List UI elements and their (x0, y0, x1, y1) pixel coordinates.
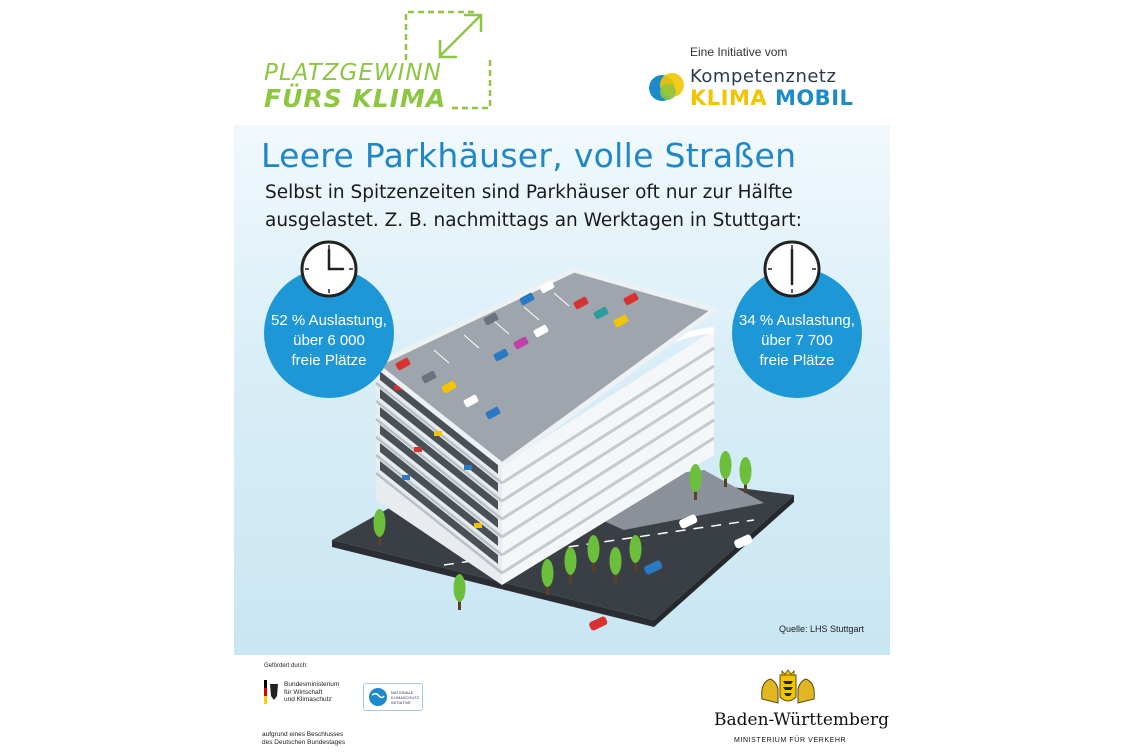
federal-ministry-line-3: und Klimaschutz (284, 696, 332, 703)
funded-by-label: Gefördert durch: (264, 663, 308, 669)
nki-line-1: NATIONALE (391, 690, 414, 695)
stat-left-occupancy: 52 % Auslastung, (271, 312, 387, 329)
resolution-line-2: des Deutschen Bundestages (262, 739, 346, 746)
state-name: Baden-Württemberg (714, 710, 889, 730)
globe-icon (368, 687, 388, 707)
stat-right-free-count: über 7 700 (761, 332, 833, 349)
partner-name: Kompetenznetz (690, 66, 837, 87)
partner-klima-mobil (690, 86, 853, 110)
clock-icon (763, 240, 821, 298)
nki-line-3: INITIATIVE (391, 700, 411, 705)
federal-eagle-icon (264, 680, 280, 706)
resolution-line-1: aufgrund eines Beschlusses (262, 731, 344, 738)
stat-left-free-label: freie Plätze (291, 352, 367, 369)
subtitle-line-1: Selbst in Spitzenzeiten sind Parkhäuser oft nur zur Hälfte (265, 182, 793, 203)
federal-ministry-name (284, 681, 339, 704)
nki-text (391, 690, 419, 705)
clock-icon (300, 240, 358, 298)
partner-word-klima: KLIMA (690, 86, 768, 110)
federal-ministry-line-2: für Wirtschaft (284, 688, 323, 696)
source-note: Quelle: LHS Stuttgart (779, 624, 865, 634)
federal-ministry-line-1: Bundesministerium (284, 681, 340, 688)
coat-of-arms-icon (758, 669, 818, 707)
partner-word-mobil: MOBIL (774, 86, 854, 110)
stat-right-occupancy: 34 % Auslastung, (739, 312, 855, 329)
nki-line-2: KLIMASCHUTZ (391, 695, 420, 700)
page-title: Leere Parkhäuser, volle Straßen (261, 136, 797, 175)
state-ministry-name: MINISTERIUM FÜR VERKEHR (734, 737, 847, 744)
poster (234, 0, 890, 756)
initiative-label: Eine Initiative vom (690, 45, 788, 59)
subtitle-line-2: ausgelastet. Z. B. nachmittags an Werktagen in Stuttgart: (265, 210, 803, 231)
stat-left-free-count: über 6 000 (293, 332, 365, 349)
stat-right-free-label: freie Plätze (759, 352, 835, 369)
nki-logo (363, 683, 423, 711)
kompetenznetz-logo-icon (648, 70, 688, 104)
bundestag-resolution (262, 731, 345, 747)
logo-line-1: PLATZGEWINN (264, 60, 442, 86)
logo-line-2: FÜRS KLIMA (264, 84, 447, 113)
